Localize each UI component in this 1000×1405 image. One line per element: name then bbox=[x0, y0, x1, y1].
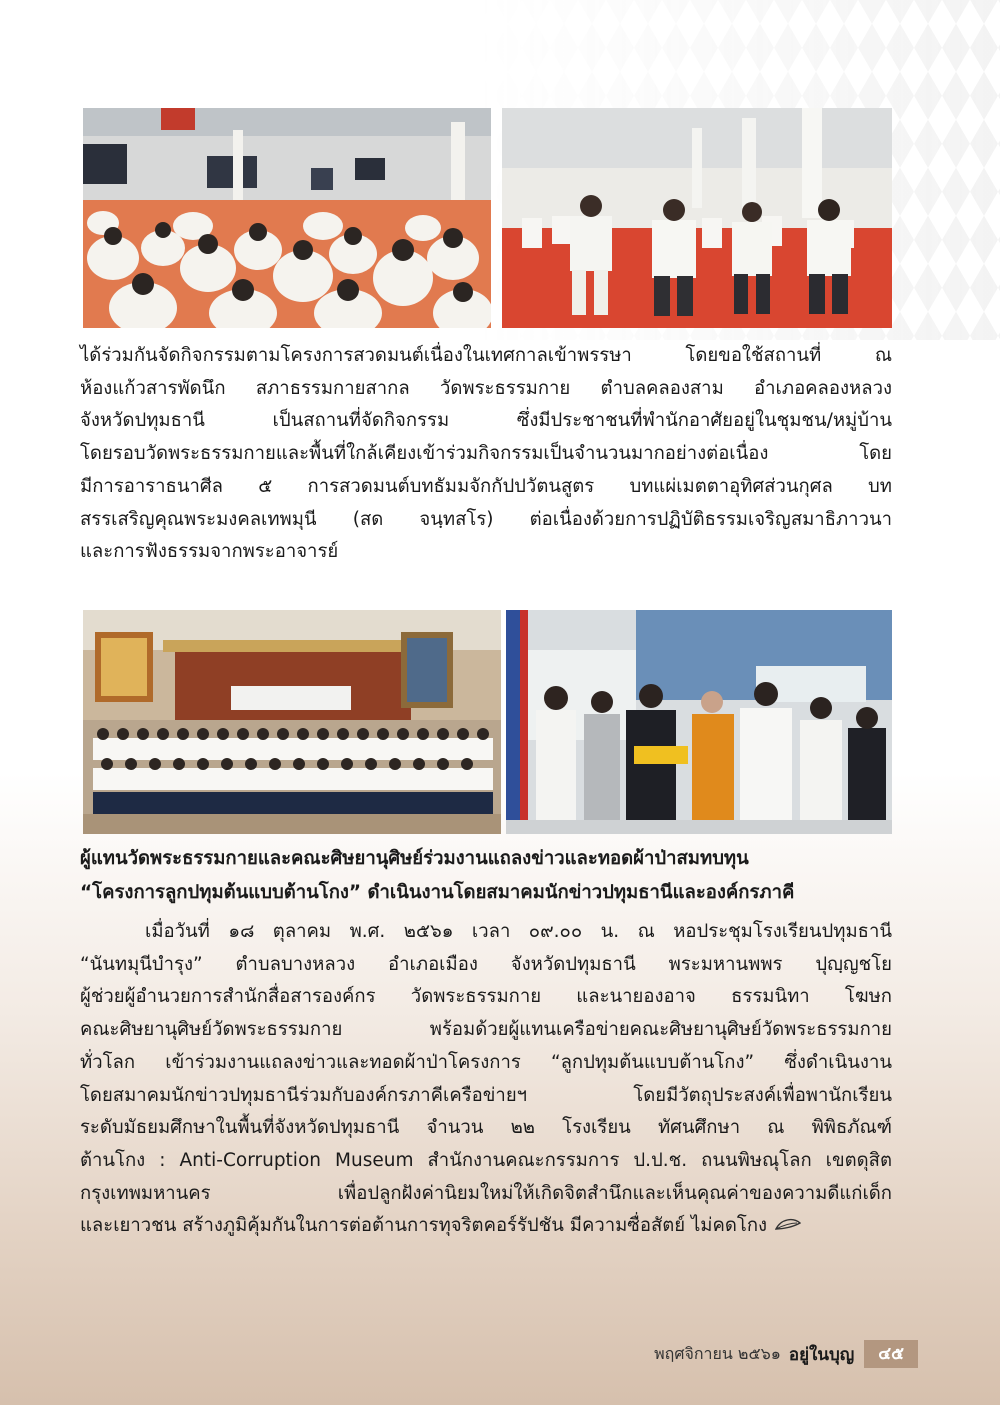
text-line: ห้องแก้วสารพัดนึก สภาธรรมกายสากล วัดพระธรรมกาย ตำบลคลองสาม อำเภอคลองหลวง bbox=[80, 377, 892, 399]
page-footer bbox=[654, 1340, 918, 1368]
text-line: ระดับมัธยมศึกษาในพื้นที่จังหวัดปทุมธานี จำนวน ๒๒ โรงเรียน ทัศนศึกษา ณ พิพิธภัณฑ์ bbox=[80, 1117, 892, 1139]
caption-line: “โครงการลูกปทุมต้นแบบต้านโกง” ดำเนินงานโดยสมาคมนักข่าวปทุมธานีและองค์กรภาคี bbox=[80, 882, 795, 903]
caption-line: ผู้แทนวัดพระธรรมกายและคณะศิษยานุศิษย์ร่วมงานแถลงข่าวและทอดผ้าป่าสมทบทุน bbox=[80, 848, 749, 869]
text-line: ผู้ช่วยผู้อำนวยการสำนักสื่อสารองค์กร วัดพระธรรมกาย และนายองอาจ ธรรมนิทา โฆษก bbox=[80, 986, 892, 1008]
text-line: โดยสมาคมนักข่าวปทุมธานีร่วมกับองค์กรภาคีเครือข่ายฯ โดยมีวัตถุประสงค์เพื่อพานักเรียน bbox=[80, 1084, 892, 1106]
text-line: โดยรอบวัดพระธรรมกายและพื้นที่ใกล้เคียงเข้าร่วมกิจกรรมเป็นจำนวนมากอย่างต่อเนื่อง โดย bbox=[80, 443, 892, 465]
body-paragraph-2 bbox=[80, 916, 892, 1243]
text-line: คณะศิษยานุศิษย์วัดพระธรรมกาย พร้อมด้วยผู้แทนเครือข่ายคณะศิษยานุศิษย์วัดพระธรรมกาย bbox=[80, 1019, 892, 1041]
magazine-title: อยู่ในบุญ bbox=[788, 1344, 855, 1365]
text-line: มีการอาราธนาศีล ๕ การสวดมนต์บทธัมมจักกัปปวัตนสูตร บทแผ่เมตตาอุทิศส่วนกุศล บท bbox=[80, 475, 892, 497]
text-line-final bbox=[80, 1210, 892, 1243]
text-line: “นันทมุนีบำรุง” ตำบลบางหลวง อำเภอเมือง จังหวัดปทุมธานี พระมหานพพร ปุญฺญชโย bbox=[80, 953, 892, 975]
leaf-end-icon bbox=[775, 1210, 801, 1243]
photo-praying-participants bbox=[502, 108, 892, 328]
photo-caption bbox=[80, 842, 892, 910]
text-line: สรรเสริญคุณพระมงคลเทพมุนี (สด จนฺทสโร) ต่อเนื่องด้วยการปฏิบัติธรรมเจริญสมาธิภาวนา bbox=[80, 508, 892, 530]
text-line: ทั่วโลก เข้าร่วมงานแถลงข่าวและทอดผ้าป่าโครงการ “ลูกปทุมต้นแบบต้านโกง” ซึ่งดำเนินงาน bbox=[80, 1051, 892, 1073]
photo-auditorium-group bbox=[83, 610, 501, 834]
text-line: จังหวัดปทุมธานี เป็นสถานที่จัดกิจกรรม ซึ่งมีประชาชนที่พำนักอาศัยอยู่ในชุมชน/หมู่บ้าน bbox=[80, 410, 892, 432]
text-line: เมื่อวันที่ ๑๘ ตุลาคม พ.ศ. ๒๕๖๑ เวลา ๐๙.๐๐ น. ณ หอประชุมโรงเรียนปทุมธานี bbox=[145, 921, 892, 942]
issue-date: พฤศจิกายน ๒๕๖๑ bbox=[654, 1343, 781, 1363]
text-line: และเยาวชน สร้างภูมิคุ้มกันในการต่อต้านการทุจริตคอร์รัปชัน มีความซื่อสัตย์ ไม่คดโกง bbox=[80, 1215, 768, 1237]
text-line: ได้ร่วมกันจัดกิจกรรมตามโครงการสวดมนต์เนื่องในเทศกาลเข้าพรรษา โดยขอใช้สถานที่ ณ bbox=[80, 345, 892, 366]
body-paragraph-1 bbox=[80, 340, 892, 569]
photo-donation-handover bbox=[506, 610, 892, 834]
photo-chanting-hall-audience bbox=[83, 108, 491, 328]
text-line: กรุงเทพมหานคร เพื่อปลูกฝังค่านิยมใหม่ให้เกิดจิตสำนึกและเห็นคุณค่าของความดีแก่เด็ก bbox=[80, 1182, 892, 1204]
text-line: ต้านโกง : Anti-Corruption Museum สำนักงานคณะกรรมการ ป.ป.ช. ถนนพิษณุโลก เขตดุสิต bbox=[80, 1149, 892, 1171]
page-number: ๔๕ bbox=[864, 1340, 918, 1368]
text-line: และการฟังธรรมจากพระอาจารย์ bbox=[80, 541, 339, 563]
